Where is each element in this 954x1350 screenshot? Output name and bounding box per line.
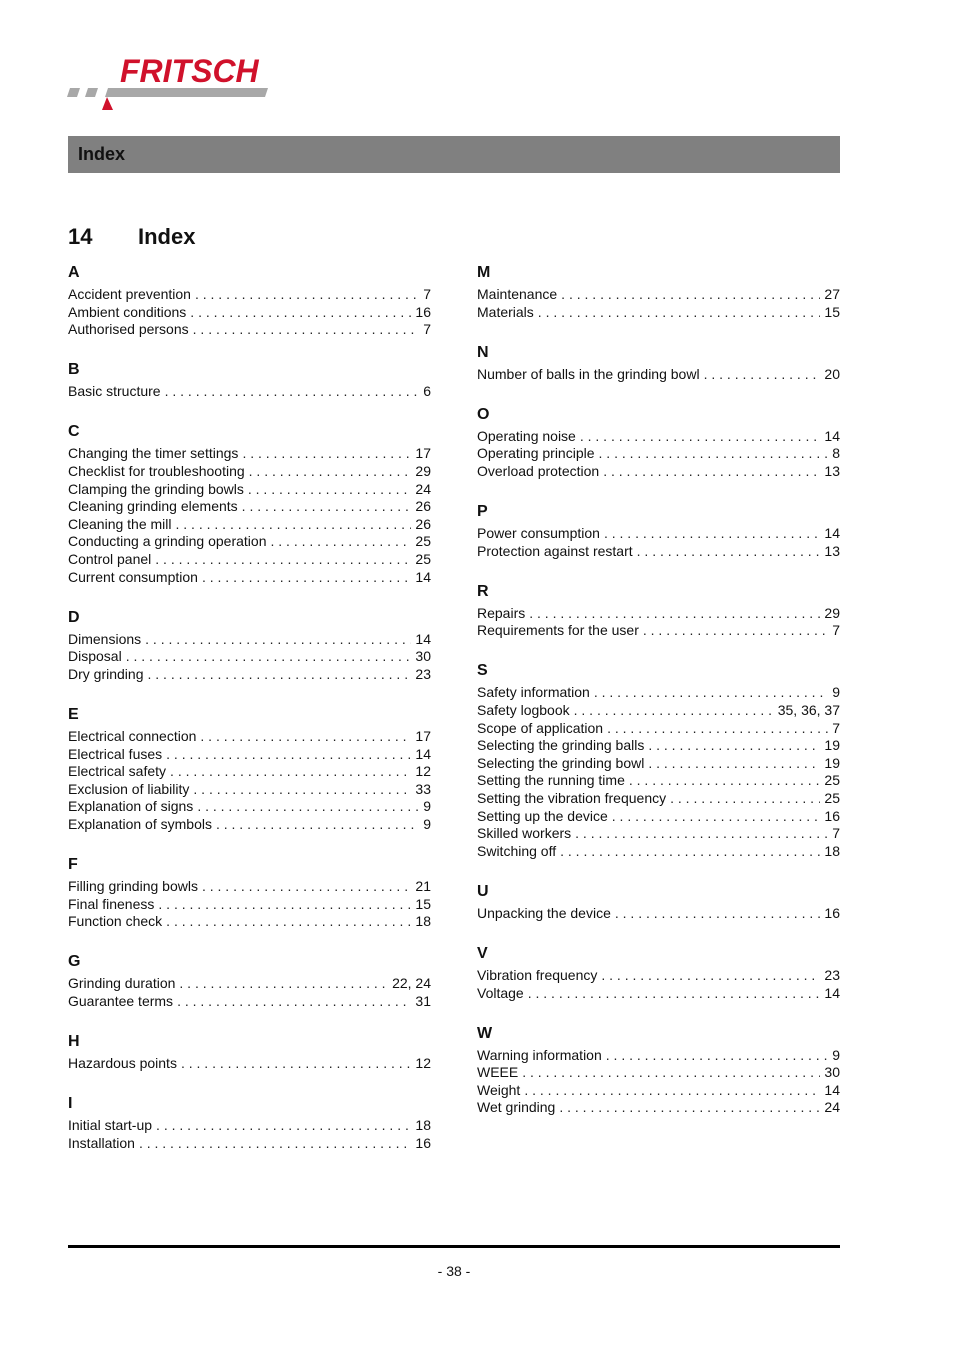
index-entry [477, 605, 840, 623]
index-entry [68, 383, 431, 401]
index-term: Changing the timer settings [68, 445, 239, 462]
index-term: Power consumption [477, 525, 600, 542]
index-entry [477, 985, 840, 1003]
dot-leader [249, 463, 412, 481]
index-entry [68, 304, 431, 322]
index-page-ref: 23 [415, 665, 431, 682]
index-page-ref: 21 [415, 877, 431, 894]
index-term: Electrical fuses [68, 745, 163, 762]
index-entry [477, 1047, 840, 1065]
index-letter: R [477, 582, 489, 600]
dot-leader [202, 569, 411, 587]
dot-leader [158, 896, 411, 914]
chapter-number: 14 [68, 224, 93, 249]
index-entry [68, 798, 431, 816]
index-letter: V [477, 944, 488, 962]
index-page-ref: 13 [824, 542, 840, 559]
dot-leader [637, 543, 821, 561]
dot-leader [242, 498, 412, 516]
dot-leader [599, 445, 829, 463]
index-term: Maintenance [477, 286, 558, 302]
index-page-ref: 13 [824, 462, 840, 479]
index-term: Selecting the grinding bowl [477, 754, 645, 771]
index-entry [68, 1117, 431, 1135]
index-entry [477, 790, 840, 808]
dot-leader [612, 808, 821, 826]
index-page-ref: 14 [415, 568, 431, 585]
index-letter: A [68, 264, 80, 281]
index-term: WEEE [477, 1064, 519, 1081]
index-group-p [477, 501, 840, 560]
index-entry [477, 543, 840, 561]
index-page-ref: 16 [824, 807, 840, 824]
index-entry [477, 737, 840, 755]
dot-leader [560, 843, 820, 861]
index-page-ref: 18 [824, 842, 840, 859]
index-page-ref: 17 [415, 727, 431, 744]
index-page-ref: 25 [824, 790, 840, 806]
index-page-ref: 19 [824, 754, 840, 771]
index-letter: O [477, 405, 490, 423]
index-entry [477, 445, 840, 463]
index-letter: N [477, 343, 489, 361]
index-letter: M [477, 264, 491, 281]
index-page-ref: 6 [423, 383, 431, 400]
index-group-e [68, 704, 431, 834]
index-entry [68, 516, 431, 534]
index-page-ref: 15 [824, 303, 840, 320]
index-letter: D [68, 608, 80, 626]
logo-stripe-2 [85, 88, 98, 97]
index-column-right [477, 262, 840, 1138]
logo-stripe-bar [105, 88, 268, 97]
index-page-ref: 20 [824, 365, 840, 382]
index-page-ref: 7 [423, 286, 431, 302]
index-entry [477, 825, 840, 843]
index-entry [477, 1099, 840, 1117]
logo-stripe-1 [67, 88, 80, 97]
index-letter: G [68, 953, 81, 971]
index-term: Function check [68, 913, 163, 930]
index-page-ref: 29 [824, 604, 840, 621]
index-page-ref: 16 [824, 904, 840, 921]
index-group-v [477, 943, 840, 1002]
dot-leader [559, 1099, 820, 1117]
index-page-ref: 25 [415, 550, 431, 567]
index-page-ref: 9 [832, 684, 840, 701]
dot-leader [528, 985, 821, 1003]
dot-leader [195, 286, 419, 304]
index-term: Overload protection [477, 462, 600, 479]
index-term: Requirements for the user [477, 622, 639, 639]
index-page-ref: 16 [415, 303, 431, 320]
index-letter: I [68, 1095, 73, 1113]
index-term: Checklist for troubleshooting [68, 462, 245, 479]
index-term: Explanation of signs [68, 798, 194, 815]
index-page-ref: 18 [415, 1117, 431, 1134]
index-entry [477, 808, 840, 826]
dot-leader [166, 746, 411, 764]
index-entry [477, 525, 840, 543]
index-term: Safety information [477, 684, 590, 701]
index-entry [477, 755, 840, 773]
dot-leader [524, 1082, 820, 1100]
dot-leader [643, 622, 828, 640]
index-entry [477, 1064, 840, 1082]
fritsch-logo-graphic [66, 52, 286, 112]
index-term: Clamping the grinding bowls [68, 480, 244, 497]
index-page-ref: 7 [423, 321, 431, 338]
index-entry [477, 843, 840, 861]
index-term: Selecting the grinding balls [477, 737, 645, 754]
dot-leader [601, 967, 820, 985]
index-entry [68, 666, 431, 684]
index-letter: P [477, 503, 488, 521]
dot-leader [575, 825, 828, 843]
dot-leader [648, 755, 820, 773]
index-group-h [68, 1031, 431, 1073]
index-term: Repairs [477, 604, 526, 621]
dot-leader [193, 321, 420, 339]
index-page-ref: 14 [415, 630, 431, 647]
index-term: Filling grinding bowls [68, 877, 198, 894]
dot-leader [615, 905, 821, 923]
dot-leader [606, 1047, 828, 1065]
index-group-n [477, 342, 840, 384]
index-page-ref: 12 [415, 763, 431, 780]
index-entry [68, 728, 431, 746]
index-page-ref: 9 [423, 815, 431, 832]
index-entry [68, 498, 431, 516]
dot-leader [629, 772, 821, 790]
index-page-ref: 14 [824, 1081, 840, 1098]
index-page-ref: 14 [824, 525, 840, 542]
index-page-ref: 24 [824, 1099, 840, 1116]
index-entry [68, 481, 431, 499]
index-entry [68, 533, 431, 551]
index-page-ref: 25 [824, 772, 840, 789]
index-page-ref: 19 [824, 737, 840, 754]
index-page-ref: 29 [415, 462, 431, 479]
index-letter: C [68, 423, 80, 441]
index-page-ref: 14 [824, 427, 840, 444]
index-term: Control panel [68, 550, 152, 567]
dot-leader [190, 304, 411, 322]
index-page-ref: 27 [824, 286, 840, 302]
index-term: Authorised persons [68, 321, 189, 338]
dot-leader [574, 702, 774, 720]
index-page-ref: 26 [415, 515, 431, 532]
index-term: Switching off [477, 842, 557, 859]
index-entry [477, 967, 840, 985]
index-term: Unpacking the device [477, 904, 611, 921]
dot-leader [197, 798, 419, 816]
index-page-ref: 9 [423, 798, 431, 815]
index-page-ref: 23 [824, 966, 840, 983]
index-group-o [477, 404, 840, 481]
dot-leader [529, 605, 820, 623]
index-page-ref: 12 [415, 1054, 431, 1071]
index-term: Grinding duration [68, 975, 176, 992]
index-page-ref: 25 [415, 533, 431, 550]
dot-leader [538, 304, 821, 322]
logo-wordmark: FRITSCH [120, 53, 259, 89]
index-page-ref: 22, 24 [392, 975, 431, 992]
dot-leader [193, 781, 411, 799]
dot-leader [704, 366, 821, 384]
index-term: Setting the vibration frequency [477, 790, 667, 806]
index-group-s [477, 660, 840, 860]
index-entry [68, 1135, 431, 1153]
dot-leader [165, 383, 420, 401]
index-page-ref: 31 [415, 992, 431, 1009]
index-group-w [477, 1023, 840, 1117]
index-page-ref: 15 [415, 895, 431, 912]
dot-leader [177, 993, 411, 1011]
index-entry [68, 878, 431, 896]
index-entry [68, 463, 431, 481]
dot-leader [561, 286, 820, 304]
dot-leader [147, 666, 411, 684]
index-term: Setting up the device [477, 807, 608, 824]
dot-leader [216, 816, 419, 834]
fritsch-logo [66, 52, 286, 112]
index-entry [477, 428, 840, 446]
index-term: Operating noise [477, 427, 576, 444]
index-page-ref: 7 [832, 622, 840, 639]
index-column-left [68, 262, 431, 1173]
index-term: Warning information [477, 1046, 602, 1063]
index-entry [68, 286, 431, 304]
index-entry [477, 720, 840, 738]
dot-leader [176, 516, 412, 534]
index-page-ref: 16 [415, 1134, 431, 1151]
dot-leader [166, 913, 411, 931]
index-group-m [477, 262, 840, 321]
index-term: Electrical connection [68, 727, 197, 744]
logo-triangle [102, 97, 113, 110]
index-term: Skilled workers [477, 825, 572, 842]
index-entry [477, 366, 840, 384]
section-header-title: Index [78, 144, 126, 164]
index-group-u [477, 881, 840, 923]
index-group-a [68, 262, 431, 339]
index-term: Dimensions [68, 630, 142, 647]
index-letter: B [68, 361, 80, 379]
footer-rule [68, 1245, 840, 1248]
dot-leader [670, 790, 820, 808]
index-entry [68, 896, 431, 914]
dot-leader [594, 684, 828, 702]
dot-leader [179, 975, 388, 993]
dot-leader [202, 878, 411, 896]
index-term: Explanation of symbols [68, 815, 212, 832]
index-term: Conducting a grinding operation [68, 533, 267, 550]
index-term: Voltage [477, 984, 524, 1001]
section-header-bar [68, 136, 840, 173]
dot-leader [603, 463, 820, 481]
index-term: Safety logbook [477, 702, 570, 719]
dot-leader [604, 525, 820, 543]
index-letter: E [68, 705, 79, 723]
index-term: Cleaning grinding elements [68, 498, 238, 515]
chapter-title [68, 223, 195, 251]
index-term: Scope of application [477, 719, 604, 736]
index-term: Vibration frequency [477, 966, 598, 983]
index-entry [68, 763, 431, 781]
index-page-ref: 7 [832, 825, 840, 842]
index-entry [68, 816, 431, 834]
index-letter: W [477, 1024, 493, 1042]
index-group-f [68, 854, 431, 931]
index-group-g [68, 951, 431, 1010]
index-letter: U [477, 882, 489, 900]
index-entry [477, 463, 840, 481]
index-entry [477, 286, 840, 304]
index-entry [68, 1055, 431, 1073]
dot-leader [580, 428, 821, 446]
index-term: Hazardous points [68, 1054, 177, 1071]
index-term: Installation [68, 1134, 135, 1151]
chapter-title-text: Index [138, 224, 196, 249]
index-term: Guarantee terms [68, 992, 174, 1009]
index-entry [68, 975, 431, 993]
index-entry [68, 551, 431, 569]
index-term: Basic structure [68, 383, 161, 400]
index-entry [68, 445, 431, 463]
index-page-ref: 26 [415, 498, 431, 515]
dot-leader [181, 1055, 411, 1073]
index-letter: H [68, 1032, 80, 1050]
index-group-b [68, 359, 431, 401]
index-term: Disposal [68, 648, 122, 665]
index-group-r [477, 581, 840, 640]
index-page-ref: 18 [415, 913, 431, 930]
index-entry [68, 321, 431, 339]
index-page-ref: 24 [415, 480, 431, 497]
index-page-ref: 33 [415, 780, 431, 797]
dot-leader [270, 533, 411, 551]
index-group-i [68, 1093, 431, 1152]
index-term: Final fineness [68, 895, 155, 912]
index-entry [68, 993, 431, 1011]
index-entry [477, 622, 840, 640]
index-page-ref: 35, 36, 37 [777, 702, 840, 719]
index-entry [68, 631, 431, 649]
index-group-c [68, 421, 431, 586]
dot-leader [522, 1064, 820, 1082]
index-entry [68, 746, 431, 764]
index-term: Current consumption [68, 568, 198, 585]
index-term: Protection against restart [477, 542, 633, 559]
index-page-ref: 30 [824, 1064, 840, 1081]
index-page-ref: 14 [824, 984, 840, 1001]
index-term: Number of balls in the grinding bowl [477, 365, 700, 382]
index-page-ref: 17 [415, 445, 431, 462]
index-entry [477, 684, 840, 702]
index-page-ref: 9 [832, 1046, 840, 1063]
index-entry [68, 569, 431, 587]
index-term: Cleaning the mill [68, 515, 172, 532]
index-term: Ambient conditions [68, 303, 187, 320]
index-page-ref: 30 [415, 648, 431, 665]
index-entry [477, 702, 840, 720]
index-entry [477, 304, 840, 322]
index-term: Initial start-up [68, 1117, 153, 1134]
index-letter: S [477, 662, 488, 680]
index-term: Wet grinding [477, 1099, 556, 1116]
dot-leader [607, 720, 828, 738]
index-entry [68, 781, 431, 799]
index-page-ref: 8 [832, 445, 840, 462]
dot-leader [200, 728, 411, 746]
dot-leader [145, 631, 411, 649]
dot-leader [126, 648, 412, 666]
dot-leader [156, 1117, 411, 1135]
index-entry [477, 905, 840, 923]
index-entry [477, 1082, 840, 1100]
index-entry [68, 913, 431, 931]
dot-leader [242, 445, 411, 463]
index-term: Electrical safety [68, 763, 167, 780]
index-term: Materials [477, 303, 534, 320]
dot-leader [170, 763, 411, 781]
index-group-d [68, 607, 431, 684]
dot-leader [248, 481, 412, 499]
index-letter: F [68, 855, 78, 873]
index-page-ref: 14 [415, 745, 431, 762]
index-term: Exclusion of liability [68, 780, 190, 797]
dot-leader [155, 551, 411, 569]
index-term: Dry grinding [68, 665, 144, 682]
dot-leader [648, 737, 820, 755]
index-term: Setting the running time [477, 772, 625, 789]
index-term: Accident prevention [68, 286, 191, 302]
page-number: - 38 - [437, 1263, 471, 1279]
index-page-ref: 7 [832, 719, 840, 736]
index-term: Operating principle [477, 445, 595, 462]
dot-leader [139, 1135, 411, 1153]
index-entry [477, 772, 840, 790]
index-entry [68, 648, 431, 666]
index-term: Weight [477, 1081, 521, 1098]
